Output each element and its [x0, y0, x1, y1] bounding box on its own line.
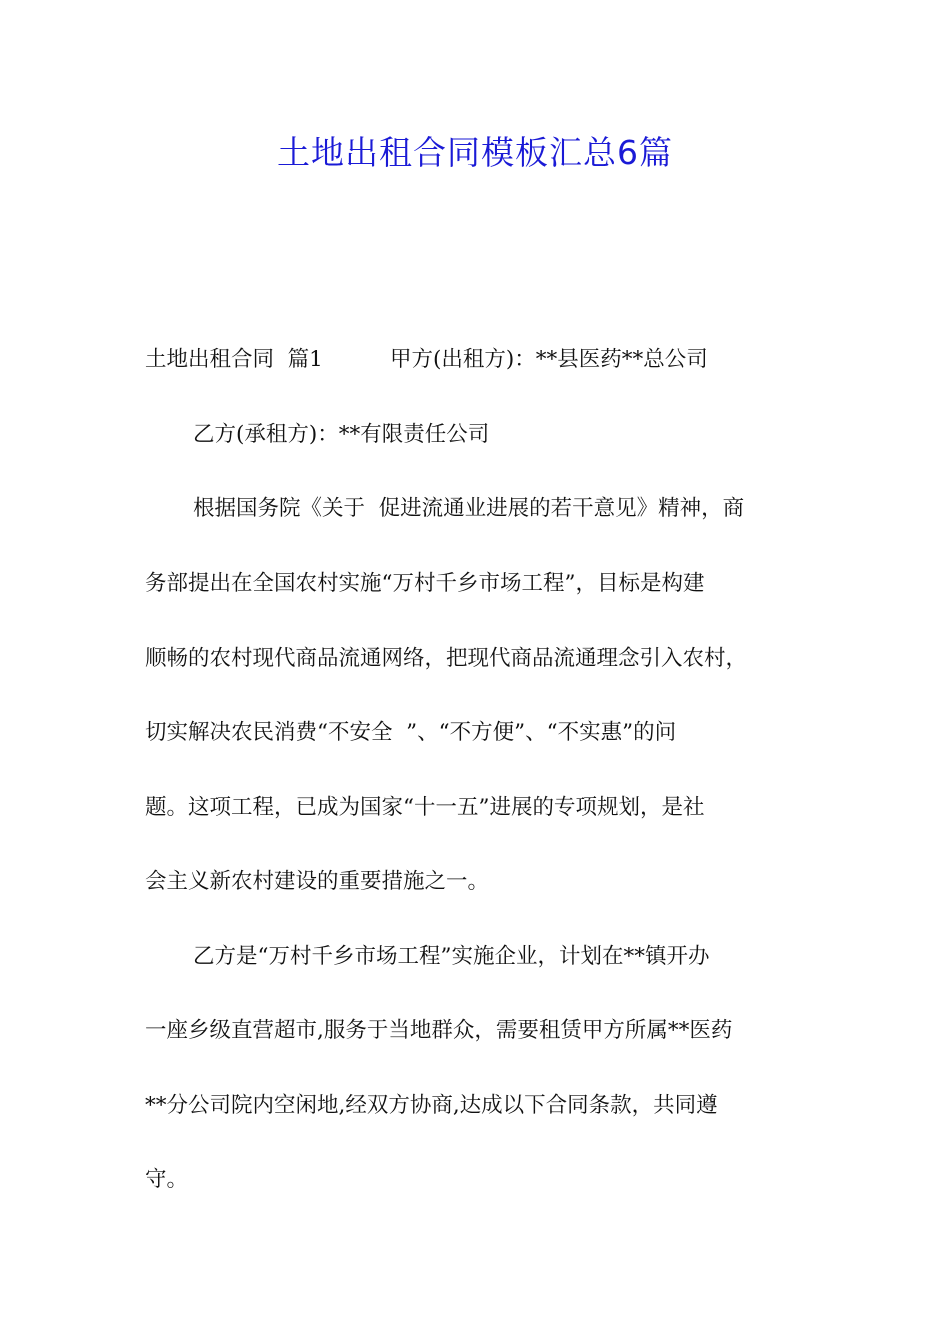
paragraph1-line: 题。这项工程，已成为国家“十一五”进展的专项规划，是社 — [145, 795, 705, 820]
document-title: 土地出租合同模板汇总6篇 — [277, 133, 673, 172]
paragraph2-line: **分公司院内空闲地,经双方协商,达成以下合同条款，共同遵 — [145, 1093, 718, 1118]
paragraph1-line: 切实解决农民消费“不安全 ”、“不方便”、“不实惠”的问 — [145, 720, 677, 745]
party-b-line: 乙方(承租方)：**有限责任公司 — [193, 422, 490, 447]
section-label: 土地出租合同 篇1 — [145, 347, 323, 372]
party-a-line: 甲方(出租方)：**县医药**总公司 — [390, 347, 708, 372]
paragraph1-line: 会主义新农村建设的重要措施之一。 — [145, 869, 490, 894]
paragraph2-line: 守。 — [145, 1167, 189, 1192]
paragraph1-line: 根据国务院《关于 促进流通业进展的若干意见》精神，商 — [193, 496, 745, 521]
paragraph2-line: 乙方是“万村千乡市场工程”实施企业，计划在**镇开办 — [193, 944, 710, 969]
paragraph2-line: 一座乡级直营超市,服务于当地群众，需要租赁甲方所属**医药 — [145, 1018, 733, 1043]
heading-line — [145, 345, 708, 375]
paragraph1-line: 务部提出在全国农村实施“万村千乡市场工程”，目标是构建 — [145, 571, 705, 596]
paragraph1-line: 顺畅的农村现代商品流通网络，把现代商品流通理念引入农村， — [145, 646, 748, 671]
